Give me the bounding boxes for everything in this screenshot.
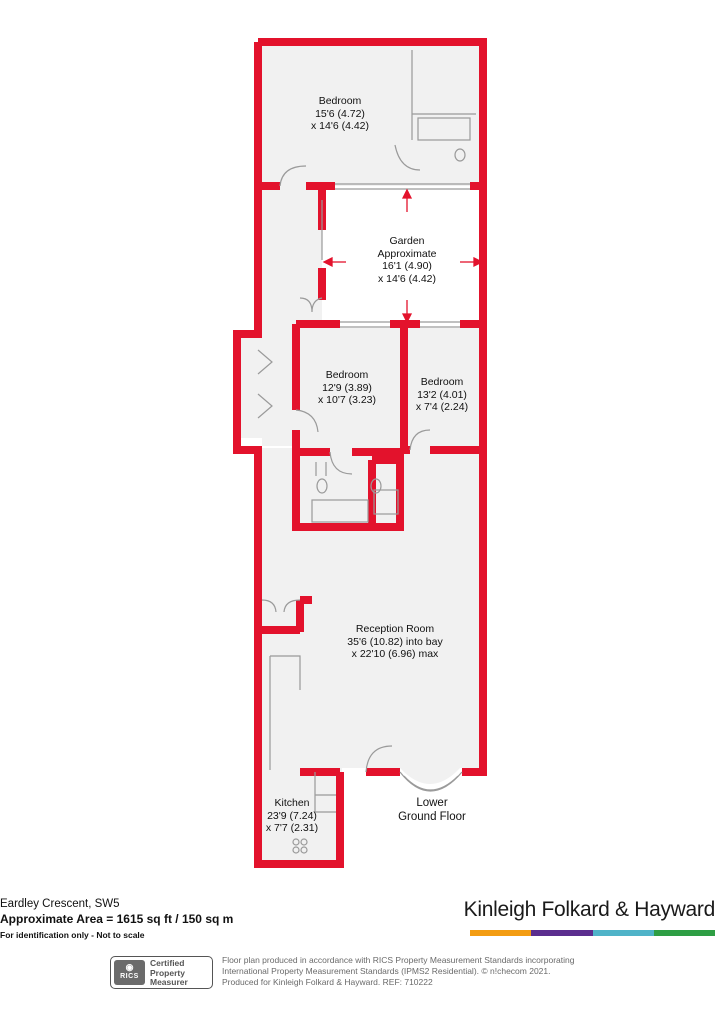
rics-line: Measurer <box>150 977 188 987</box>
disclaimer-line: Produced for Kinleigh Folkard & Hayward. REF: 710222 <box>222 977 433 987</box>
rics-certified-badge <box>110 956 213 989</box>
room-label-kitchen <box>258 797 326 835</box>
room-name: Bedroom <box>420 376 464 388</box>
room-dimension: x 10'7 (3.23) <box>317 394 377 406</box>
room-dimension: 23'9 (7.24) <box>267 809 317 822</box>
room-dimension: 16'1 (4.90) <box>382 260 432 272</box>
rics-monogram: ◉ <box>125 962 134 972</box>
brand-color-segment <box>654 930 715 936</box>
measurement-disclaimer <box>222 955 622 988</box>
room-name: Kitchen <box>274 797 310 809</box>
rics-badge-text <box>150 959 188 988</box>
floor-level-line: Ground Floor <box>398 810 466 823</box>
room-dimension: x 7'7 (2.31) <box>265 822 319 834</box>
room-label-bedroom-top <box>290 95 390 133</box>
rics-line: Property <box>150 967 185 978</box>
disclaimer-line: International Property Measurement Standards (IPMS2 Residential). © n!checom 2021. <box>222 966 551 976</box>
approximate-area: Approximate Area = 1615 sq ft / 150 sq m <box>0 912 234 926</box>
room-dimension: 35'6 (10.82) into bay <box>347 635 443 648</box>
room-name: Garden <box>389 235 425 247</box>
room-name: Bedroom <box>318 95 362 107</box>
room-label-garden <box>357 235 457 285</box>
brand-color-bar <box>470 930 715 936</box>
property-address: Eardley Crescent, SW5 <box>0 898 120 910</box>
room-label-bedroom-mid-left <box>297 369 397 407</box>
room-name: Reception Room <box>355 623 435 635</box>
brand-color-segment <box>593 930 654 936</box>
floor-level-label <box>380 797 484 824</box>
room-dimension: 12'9 (3.89) <box>322 381 372 394</box>
side-bay-floor <box>238 338 262 438</box>
brand-color-segment <box>470 930 531 936</box>
room-dimension: x 7'4 (2.24) <box>415 401 469 413</box>
room-dimension: x 14'6 (4.42) <box>310 120 370 132</box>
rics-line: Certified <box>150 958 185 968</box>
room-label-bedroom-mid-right <box>402 376 482 414</box>
room-dimension: 13'2 (4.01) <box>417 388 467 401</box>
room-dimension: x 14'6 (4.42) <box>377 272 437 285</box>
identification-note: For identification only - Not to scale <box>0 930 145 940</box>
room-label-reception <box>320 623 470 661</box>
rics-logo-icon <box>114 960 145 985</box>
room-dimension: x 22'10 (6.96) max <box>351 648 439 660</box>
room-dimension: 15'6 (4.72) <box>315 107 365 120</box>
agency-brand: Kinleigh Folkard & Hayward <box>463 898 715 921</box>
rics-logo-word: RICS <box>120 973 139 980</box>
room-qualifier: Approximate <box>377 247 437 260</box>
brand-color-segment <box>531 930 592 936</box>
floor-level-line: Lower <box>416 797 448 809</box>
room-name: Bedroom <box>325 369 369 381</box>
disclaimer-line: Floor plan produced in accordance with RICS Property Measurement Standards incorporating <box>222 955 575 965</box>
